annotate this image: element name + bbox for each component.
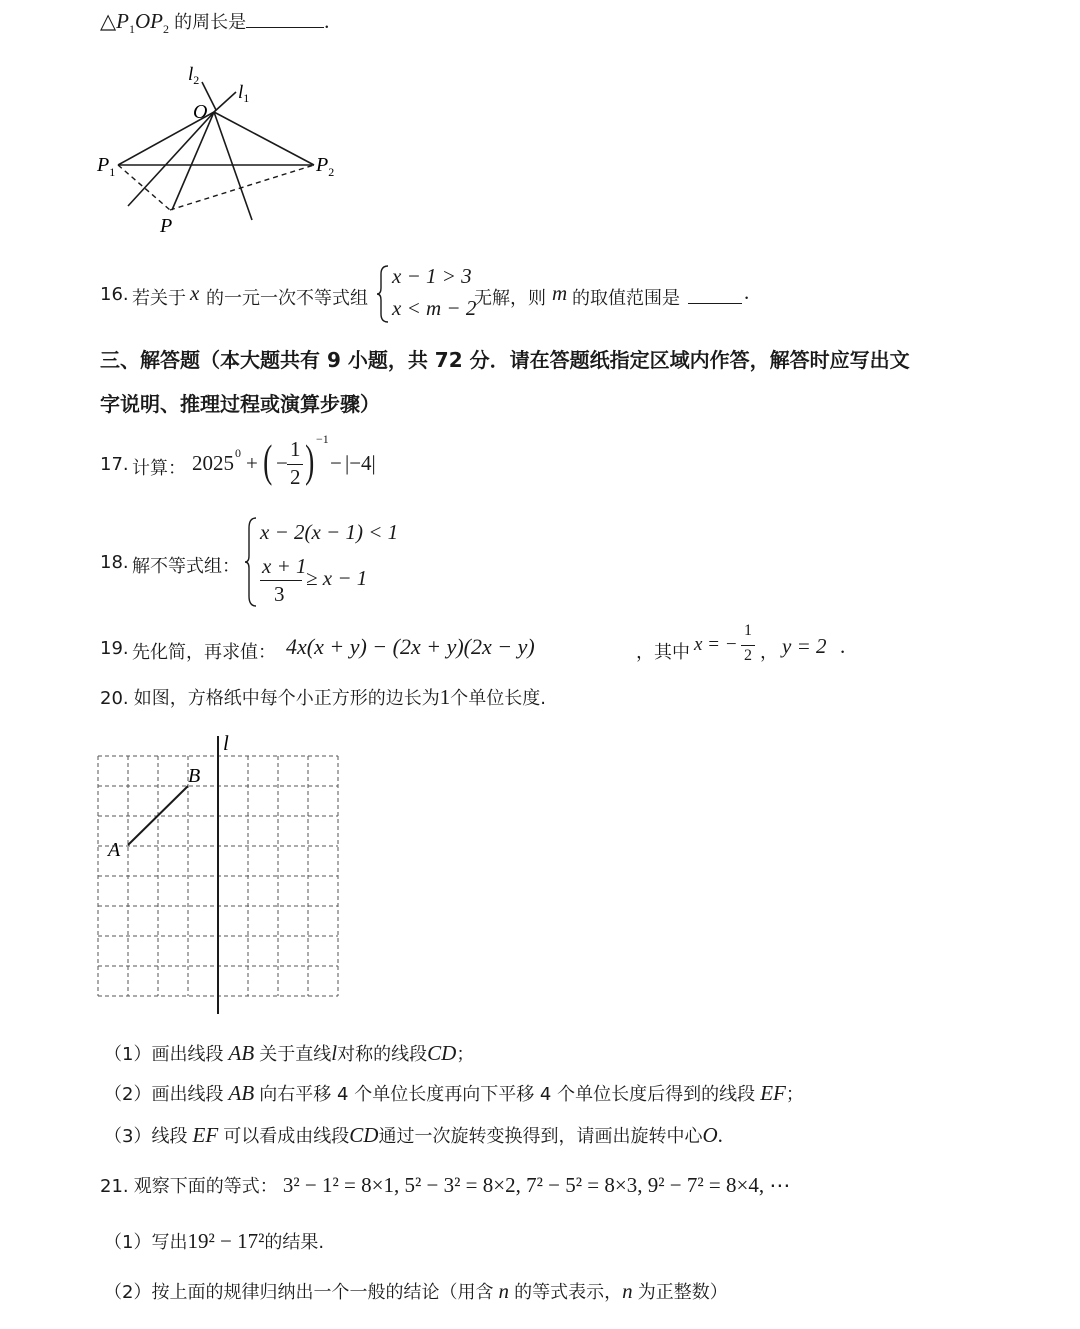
dashed-p-p2 [170, 165, 314, 210]
section-3-line1: 三、解答题（本大题共有 9 小题，共 72 分．请在答题纸指定区域内作答，解答时应写出文 [100, 348, 910, 372]
grid-figure [90, 730, 350, 1020]
line-o-lower [214, 112, 252, 220]
label-o: O [193, 101, 208, 123]
label-a: A [108, 839, 121, 861]
line-l2-ext [128, 110, 216, 206]
q17-lparen: ( [263, 435, 273, 486]
label-p2: P [316, 154, 329, 176]
label-l: l [223, 731, 229, 755]
q15-tail: 的周长是 [174, 12, 247, 33]
svg-text:l1: $l_1$ [238, 82, 250, 105]
question-20: 20. 如图，方格纸中每个小正方形的边长为1个单位长度. [100, 685, 546, 709]
q16-blank [688, 302, 742, 304]
svg-text:P2: $P_2$ [316, 154, 335, 179]
figure-15 [90, 58, 360, 243]
q21-eqs: 3² − 1² = 8×1, 5² − 3² = 8×2, 7² − 5² = 8×3, 9² − 7² = 8×4, ⋯ [282, 1173, 791, 1197]
q15-line: $\triangle P_1OP_2$ 的周长是 . [100, 9, 330, 37]
q16-brace [376, 264, 390, 324]
question-21: 21. 观察下面的等式： 3² − 1² = 8×1, 5² − 3² = 8×2, 7² − 5² = 8×3, 9² − 7² = 8×4, ⋯ [100, 1173, 791, 1197]
q20-sub1: （1）画出线段 AB 关于直线l对称的线段CD； [104, 1041, 475, 1065]
q18-ineq1: x − 2(x − 1) < 1 [260, 520, 399, 544]
q20-sub2: （2）画出线段 AB 向右平移 4 个单位长度再向下平移 4 个单位长度后得到的线段 EF； [104, 1081, 804, 1105]
section-3-line2: 字说明、推理过程或演算步骤） [100, 392, 380, 416]
question-18: 18. 解不等式组： x − 2(x − 1) < 1 x + 1 3 ≥ x − 1 [100, 514, 500, 610]
q16-num: 16. [100, 284, 129, 305]
q16-ineq1: x − 1 > 3 [392, 264, 472, 288]
q15-blank [246, 26, 324, 28]
line-o-p2 [214, 112, 314, 165]
question-17: 17. 计算： 2025 0 + ( − 1 2 ) −1 − |−4| [100, 432, 376, 489]
label-p1: P [97, 154, 110, 176]
svg-text:l2: $l_2$ [188, 64, 200, 87]
q18-rhs2: ≥ x − 1 [306, 566, 368, 590]
q19-frac-bar [741, 645, 755, 646]
q21-sub1: （1）写出19² − 17²的结果. [104, 1229, 325, 1253]
label-b: B [188, 765, 201, 787]
q18-frac-bar [260, 580, 302, 581]
q18-brace [244, 516, 258, 608]
label-l1: l [238, 82, 244, 103]
q20-sub3: （3）线段 EF 可以看成由线段CD通过一次旋转变换得到，请画出旋转中心O. [104, 1123, 723, 1147]
q15-p1: $P_1OP_2$ [116, 9, 169, 37]
q16-ineq2: x < m − 2 [392, 296, 477, 320]
q19-expr: 4x(x + y) − (2x + y)(2x − y) [286, 634, 535, 659]
q17-rparen: ) [305, 435, 315, 486]
q18-num2: x + 1 [262, 554, 307, 578]
q21-sub2: （2）按上面的规律归纳出一个一般的结论（用含 n 的等式表示，n 为正整数） [104, 1279, 728, 1303]
triangle-icon: △ [100, 9, 117, 33]
label-p: P [160, 215, 173, 237]
line-l1 [214, 92, 236, 112]
line-l1-ext [172, 112, 214, 210]
question-19: 19. 先化简，再求值： 4x(x + y) − (2x + y)(2x − y) ，其中 x = − 1 2 ， y = 2 . [100, 622, 846, 664]
label-l2: l [188, 64, 194, 85]
svg-text:P1: $P_1$ [97, 154, 116, 179]
